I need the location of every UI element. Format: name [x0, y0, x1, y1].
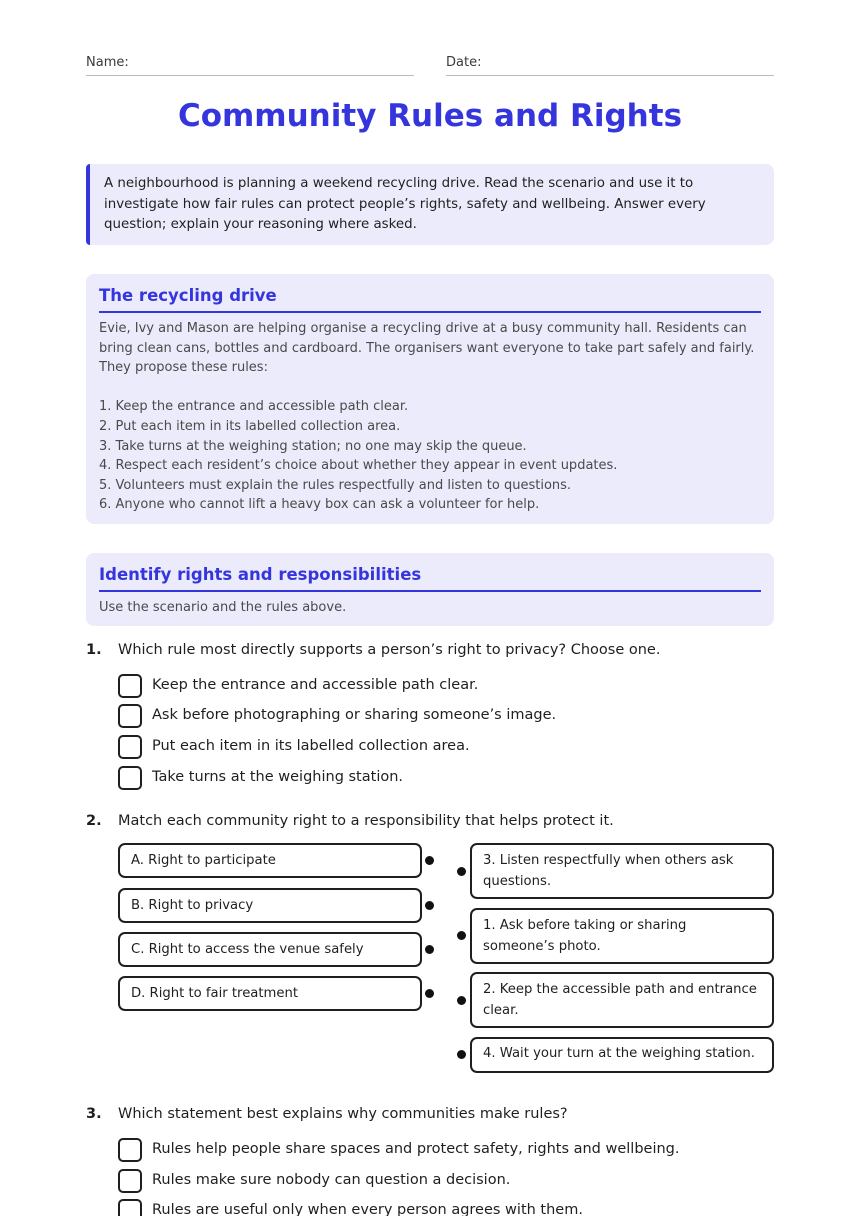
date-field[interactable]: [446, 54, 774, 76]
match-left-dot[interactable]: [425, 989, 434, 998]
match-right-dot[interactable]: [457, 1050, 466, 1059]
option-label: Rules help people share spaces and protect safety, rights and wellbeing.: [152, 1141, 680, 1157]
question-1: [86, 642, 774, 662]
scenario-panel: [86, 274, 774, 524]
scenario-text: Evie, Ivy and Mason are helping organise a recycling drive at a busy community hall. Residents can bring clean cans, bottles and cardboard. The organisers want everyone to take part safely and fairly. They propose these rules:: [99, 321, 755, 376]
checkbox[interactable]: [118, 735, 142, 759]
option-label: Keep the entrance and accessible path clear.: [152, 677, 479, 693]
rule-item: 1. Keep the entrance and accessible path clear.: [99, 399, 409, 415]
match-right-item[interactable]: 1. Ask before taking or sharing someone’s photo.: [470, 908, 774, 964]
question-text: Which rule most directly supports a person’s right to privacy? Choose one.: [118, 642, 661, 658]
section-heading: Identify rights and responsibilities: [99, 565, 761, 592]
rule-item: 6. Anyone who cannot lift a heavy box can ask a volunteer for help.: [99, 497, 540, 513]
option-label: Take turns at the weighing station.: [152, 769, 404, 785]
match-right-dot[interactable]: [457, 996, 466, 1005]
rule-item: 3. Take turns at the weighing station; no one may skip the queue.: [99, 438, 527, 454]
match-right-item[interactable]: 4. Wait your turn at the weighing station.: [470, 1037, 774, 1073]
question-text: Which statement best explains why communities make rules?: [118, 1106, 568, 1122]
checkbox[interactable]: [118, 704, 142, 728]
match-right-dot[interactable]: [457, 867, 466, 876]
question-number: 2.: [86, 813, 102, 829]
match-left-dot[interactable]: [425, 945, 434, 954]
name-label: Name:: [86, 55, 129, 70]
question-text: Match each community right to a responsibility that helps protect it.: [118, 813, 614, 829]
option-label: Rules make sure nobody can question a decision.: [152, 1172, 511, 1188]
match-left-item[interactable]: D. Right to fair treatment: [118, 976, 422, 1011]
section-subtext: Use the scenario and the rules above.: [99, 600, 347, 615]
worksheet-title: Community Rules and Rights: [177, 98, 683, 134]
checkbox[interactable]: [118, 674, 142, 698]
checkbox[interactable]: [118, 1138, 142, 1162]
option-label: Put each item in its labelled collection area.: [152, 738, 470, 754]
section-panel: [86, 553, 774, 626]
option-label: Rules are useful only when every person agrees with them.: [152, 1202, 583, 1216]
match-left-item[interactable]: A. Right to participate: [118, 843, 422, 878]
date-label: Date:: [446, 55, 482, 70]
question-number: 1.: [86, 642, 102, 658]
scenario-heading: The recycling drive: [99, 286, 761, 313]
match-right-item[interactable]: 2. Keep the accessible path and entrance clear.: [470, 972, 774, 1028]
option-label: Ask before photographing or sharing someone’s image.: [152, 707, 557, 723]
question-3: [86, 1106, 774, 1126]
match-left-dot[interactable]: [425, 856, 434, 865]
question-number: 3.: [86, 1106, 102, 1122]
match-left-item[interactable]: C. Right to access the venue safely: [118, 932, 422, 967]
rule-item: 5. Volunteers must explain the rules respectfully and listen to questions.: [99, 477, 572, 493]
match-left-item[interactable]: B. Right to privacy: [118, 888, 422, 923]
checkbox[interactable]: [118, 1169, 142, 1193]
scenario-body: [99, 319, 761, 515]
match-left-dot[interactable]: [425, 901, 434, 910]
name-date-row: [86, 54, 774, 76]
name-field[interactable]: [86, 54, 414, 76]
match-right-dot[interactable]: [457, 931, 466, 940]
question-2: [86, 813, 774, 833]
rule-item: 2. Put each item in its labelled collection area.: [99, 418, 401, 434]
match-right-item[interactable]: 3. Listen respectfully when others ask questions.: [470, 843, 774, 899]
rule-item: 4. Respect each resident’s choice about whether they appear in event updates.: [99, 458, 618, 474]
checkbox[interactable]: [118, 1199, 142, 1216]
intro-callout: A neighbourhood is planning a weekend recycling drive. Read the scenario and use it to investigate how fair rules can protect people’s rights, safety and wellbeing. Answer every question; explain your reasoning where asked.: [86, 164, 774, 245]
checkbox[interactable]: [118, 766, 142, 790]
